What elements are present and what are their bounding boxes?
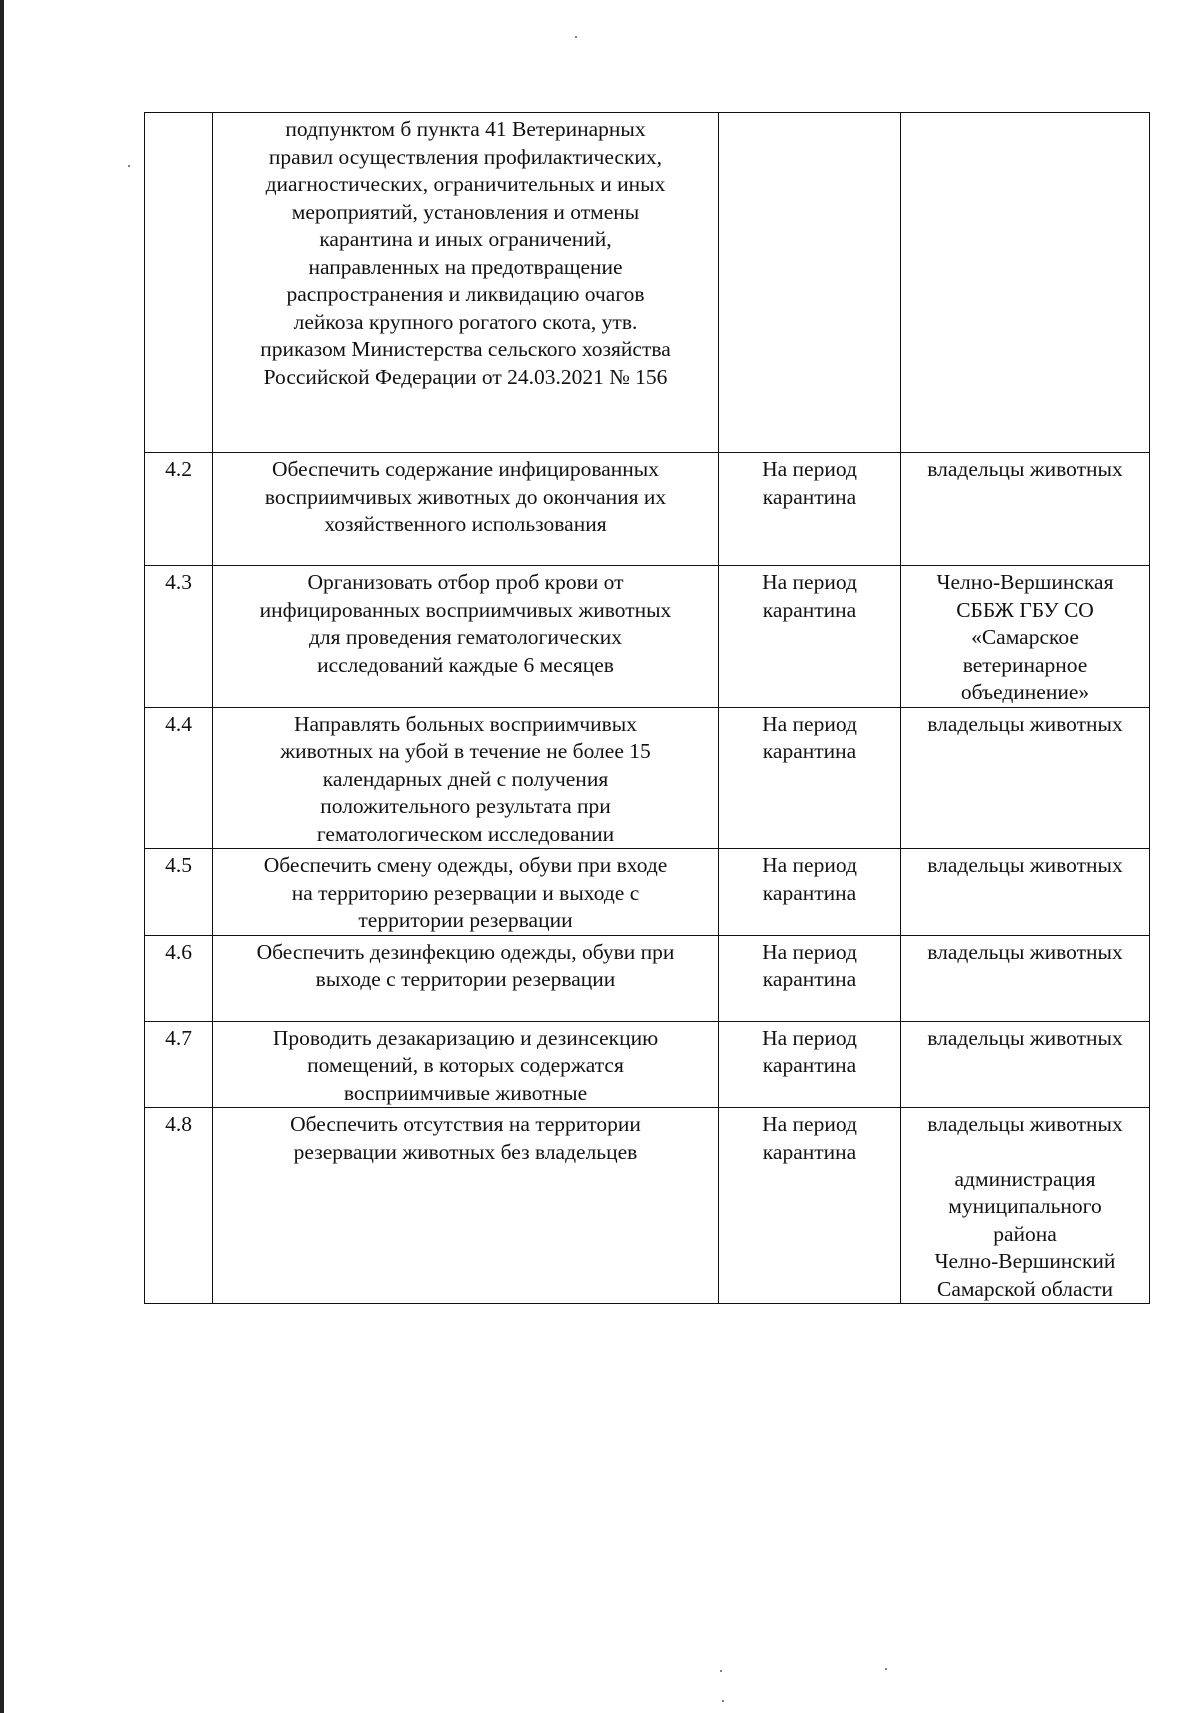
text-line: Обеспечить дезинфекцию одежды, обуви при — [256, 939, 675, 964]
term-line: карантина — [762, 484, 857, 509]
term-line: карантина — [762, 739, 857, 763]
row-number: 4.3 — [145, 566, 213, 708]
term-cell — [719, 1108, 901, 1304]
row-number: 4.7 — [145, 1021, 213, 1108]
responsible-line: объединение» — [960, 680, 1090, 704]
responsible-line: Самарской области — [936, 1276, 1114, 1301]
responsible-cell — [901, 935, 1150, 1021]
term-line: карантина — [762, 1139, 857, 1164]
responsible-cell — [901, 1108, 1150, 1304]
text-line: Проводить дезакаризацию и дезинсекцию — [272, 1025, 659, 1050]
responsible-line: района — [993, 1221, 1057, 1246]
term-line: На период — [762, 457, 857, 481]
text-line: распространения и ликвидацию очагов — [286, 282, 645, 306]
scan-speck — [722, 1700, 724, 1702]
measure-text — [213, 849, 719, 936]
text-line: на территорию резервации и выходе с — [291, 880, 640, 905]
term-cell — [719, 113, 901, 453]
measure-text — [213, 707, 719, 849]
table-row — [145, 566, 1150, 708]
text-line: календарных дней с получения — [322, 766, 609, 791]
text-line: для проведения гематологических — [308, 625, 623, 649]
scan-speck — [720, 1670, 722, 1672]
responsible-cell — [901, 453, 1150, 566]
text-line: территории резервации — [358, 908, 573, 932]
text-line: гематологическом исследовании — [316, 821, 615, 846]
scan-speck — [128, 165, 130, 167]
responsible-line: владельцы животных — [927, 457, 1123, 481]
responsible-line: СББЖ ГБУ СО — [956, 597, 1094, 622]
term-line: На период — [762, 1025, 857, 1050]
responsible-cell — [901, 566, 1150, 708]
term-line: На период — [762, 853, 857, 877]
text-line: выходе с территории резервации — [315, 967, 616, 991]
row-number: 4.5 — [145, 849, 213, 936]
text-line: исследований каждые 6 месяцев — [317, 652, 614, 677]
responsible-line: владельцы животных — [927, 711, 1123, 736]
row-number — [145, 113, 213, 453]
text-line: правил осуществления профилактических, — [268, 144, 663, 169]
responsible-line: Челно-Вершинский — [934, 1249, 1116, 1273]
row-number: 4.6 — [145, 935, 213, 1021]
term-line: карантина — [762, 880, 857, 905]
term-cell — [719, 453, 901, 566]
text-line: подпунктом б пункта 41 Ветеринарных — [285, 117, 646, 141]
table-row — [145, 1021, 1150, 1108]
text-line: направленных на предотвращение — [308, 254, 623, 279]
text-line: Обеспечить смену одежды, обуви при входе — [263, 853, 668, 877]
measure-text — [213, 566, 719, 708]
text-line: Российской Федерации от 24.03.2021 № 156 — [263, 364, 668, 389]
term-line: На период — [762, 1112, 857, 1136]
text-line: карантина и иных ограничений, — [319, 227, 612, 251]
term-line: На период — [762, 570, 857, 594]
measure-text — [213, 1021, 719, 1108]
responsible-line: ветеринарное — [962, 652, 1088, 677]
measure-text — [213, 453, 719, 566]
row-number: 4.2 — [145, 453, 213, 566]
text-line: хозяйственного использования — [324, 512, 607, 536]
text-line: диагностических, ограничительных и иных — [265, 172, 666, 196]
text-line: положительного результата при — [320, 794, 611, 818]
text-line: Организовать отбор проб крови от — [307, 570, 624, 594]
table-row — [145, 113, 1150, 453]
table-row — [145, 453, 1150, 566]
text-line: восприимчивые животные — [343, 1080, 588, 1105]
measures-table — [144, 112, 1150, 1304]
responsible-line: владельцы животных — [927, 1112, 1123, 1136]
measure-text — [213, 1108, 719, 1304]
scan-speck — [885, 1668, 887, 1670]
responsible-cell — [901, 707, 1150, 849]
responsible-line: «Самарское — [971, 625, 1079, 649]
term-cell — [719, 1021, 901, 1108]
text-line: лейкоза крупного рогатого скота, утв. — [293, 309, 638, 334]
term-line: карантина — [762, 597, 857, 622]
responsible-cell — [901, 1021, 1150, 1108]
table-row — [145, 935, 1150, 1021]
text-line: помещений, в которых содержатся — [307, 1053, 624, 1077]
table-row — [145, 849, 1150, 936]
term-line: На период — [762, 939, 857, 964]
term-line: карантина — [762, 1053, 857, 1077]
text-line: восприимчивых животных до окончания их — [264, 484, 667, 509]
responsible-cell — [901, 849, 1150, 936]
responsible-line: владельцы животных — [927, 853, 1123, 877]
term-cell — [719, 935, 901, 1021]
scan-edge — [0, 0, 4, 1713]
text-line: Обеспечить отсутствия на территории — [290, 1112, 641, 1136]
term-line: На период — [762, 711, 857, 736]
measure-text — [213, 935, 719, 1021]
row-number: 4.4 — [145, 707, 213, 849]
term-cell — [719, 566, 901, 708]
term-line: карантина — [762, 967, 857, 991]
scan-speck — [575, 36, 577, 38]
table-row — [145, 707, 1150, 849]
text-line: мероприятий, установления и отмены — [291, 199, 640, 224]
responsible-cell — [901, 113, 1150, 453]
text-line: инфицированных восприимчивых животных — [259, 597, 672, 622]
responsible-line — [907, 1139, 1143, 1166]
text-line: животных на убой в течение не более 15 — [280, 739, 651, 763]
text-line: приказом Министерства сельского хозяйства — [260, 337, 671, 361]
responsible-line: владельцы животных — [927, 939, 1123, 964]
measure-text — [213, 113, 719, 453]
responsible-line: Челно-Вершинская — [936, 570, 1114, 594]
responsible-line: владельцы животных — [927, 1025, 1123, 1050]
responsible-line: муниципального — [948, 1194, 1102, 1218]
text-line: резервации животных без владельцев — [293, 1139, 638, 1164]
text-line: Направлять больных восприимчивых — [293, 711, 638, 736]
table-row — [145, 1108, 1150, 1304]
text-line: Обеспечить содержание инфицированных — [271, 457, 660, 481]
term-cell — [719, 707, 901, 849]
term-cell — [719, 849, 901, 936]
row-number: 4.8 — [145, 1108, 213, 1304]
responsible-line: администрация — [954, 1166, 1096, 1191]
